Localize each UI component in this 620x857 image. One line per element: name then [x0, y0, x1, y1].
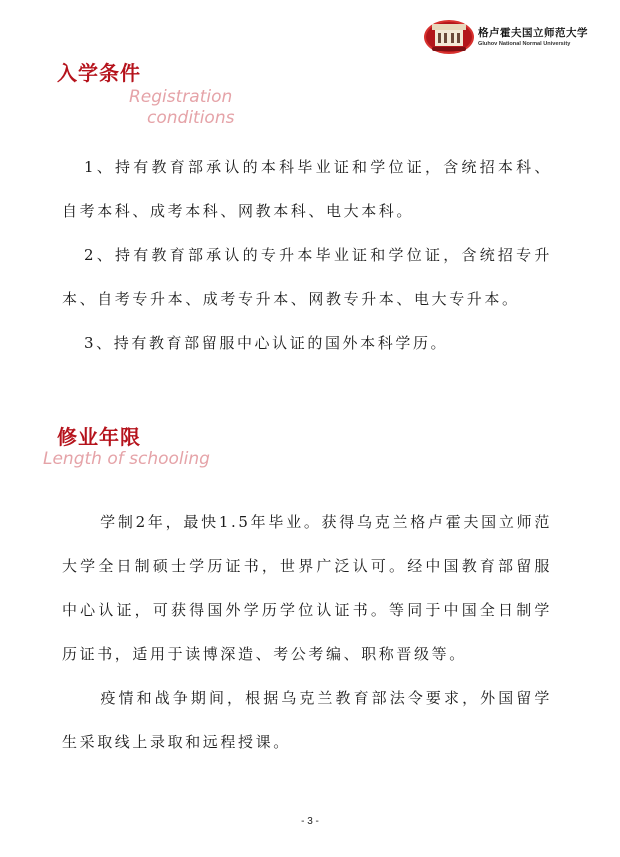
page-number: - 3 -: [301, 816, 319, 827]
requirement-item-3: 3、持有教育部留服中心认证的国外本科学历。: [84, 334, 449, 352]
section-subtitle-registration-line1: Registration: [129, 87, 233, 107]
section-title-schooling-length: 修业年限: [57, 425, 141, 449]
section-subtitle-schooling-length: Length of schooling: [43, 449, 210, 469]
section-title-registration: 入学条件: [57, 61, 141, 85]
schooling-paragraph-2: 疫情和战争期间，根据乌克兰教育部法令要求，外国留学生采取线上录取和远程授课。: [62, 689, 552, 751]
university-name-en: Gluhov National Normal University: [478, 40, 571, 47]
requirement-item-2: 2、持有教育部承认的专升本毕业证和学位证，含统招专升本、自考专升本、成考专升本、网教专升本、电大专升本。: [62, 246, 552, 308]
university-logo: [424, 20, 588, 54]
university-building-emblem-icon: [424, 20, 474, 54]
requirement-item-1: 1、持有教育部承认的本科毕业证和学位证，含统招本科、自考本科、成考本科、网教本科、电大本科。: [62, 158, 552, 220]
university-name-cn: 格卢霍夫国立师范大学: [478, 26, 588, 39]
section-subtitle-registration-line2: conditions: [147, 108, 235, 128]
schooling-paragraph-1: 学制2年，最快1.5年毕业。获得乌克兰格卢霍夫国立师范大学全日制硕士学历证书，世界广泛认可。经中国教育部留服中心认证，可获得国外学历学位认证书。等同于中国全日制学历证书，适用于读博深造、考公考编、职称晋级等。: [62, 513, 552, 663]
